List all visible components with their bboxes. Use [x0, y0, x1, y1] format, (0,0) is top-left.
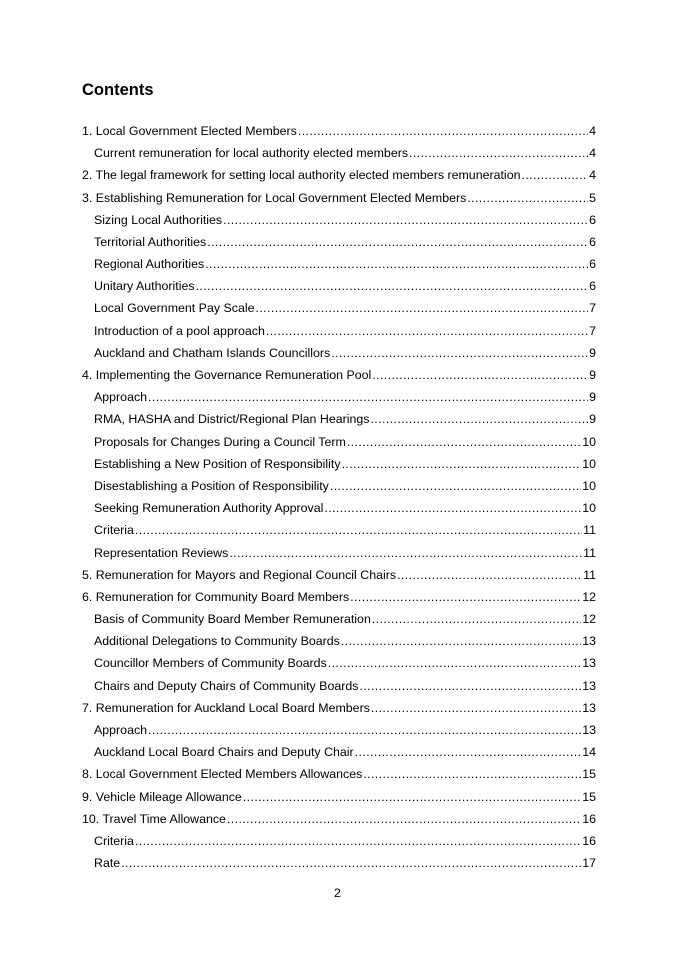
toc-entry-page: 12 [582, 612, 596, 627]
toc-dot-leader [359, 675, 581, 697]
toc-entry[interactable] [82, 364, 596, 386]
toc-dot-leader [372, 608, 581, 630]
toc-dot-leader [397, 564, 582, 586]
toc-dot-leader [266, 320, 588, 342]
toc-entry-title: 1. Local Government Elected Members [82, 123, 297, 138]
page-number: 2 [334, 886, 341, 900]
toc-entry[interactable] [82, 719, 596, 741]
toc-dot-leader [350, 586, 581, 608]
toc-entry-title: Basis of Community Board Member Remuneration [94, 612, 371, 627]
toc-entry-title: 3. Establishing Remuneration for Local Government Elected Members [82, 190, 467, 205]
toc-dot-leader [148, 719, 581, 741]
table-of-contents [82, 120, 596, 874]
toc-entry-page: 11 [583, 523, 596, 538]
toc-dot-leader [331, 342, 588, 364]
toc-entry-page: 6 [589, 234, 596, 249]
toc-entry[interactable] [82, 741, 596, 763]
toc-entry-page: 6 [589, 279, 596, 294]
toc-dot-leader [121, 852, 581, 874]
toc-entry-title: Councillor Members of Community Boards [94, 656, 327, 671]
toc-entry-title: 6. Remuneration for Community Board Members [82, 589, 350, 604]
toc-entry-title: Disestablishing a Position of Responsibility [94, 478, 329, 493]
toc-entry-page: 7 [589, 301, 596, 316]
toc-entry-page: 15 [582, 789, 596, 804]
toc-dot-leader [521, 164, 588, 186]
toc-entry[interactable] [82, 653, 596, 675]
toc-entry-page: 13 [582, 634, 596, 649]
toc-entry[interactable] [82, 231, 596, 253]
toc-entry-page: 9 [589, 345, 596, 360]
toc-dot-leader [371, 697, 581, 719]
toc-entry[interactable] [82, 763, 596, 785]
toc-entry-title: Unitary Authorities [94, 279, 195, 294]
toc-dot-leader [347, 431, 581, 453]
toc-dot-leader [207, 231, 588, 253]
toc-entry-page: 6 [589, 257, 596, 272]
toc-dot-leader [370, 408, 588, 430]
toc-entry-title: 5. Remuneration for Mayors and Regional Council Chairs [82, 567, 397, 582]
toc-entry-page: 10 [582, 501, 596, 516]
toc-entry-page: 4 [589, 123, 596, 138]
toc-entry[interactable] [82, 497, 596, 519]
toc-entry[interactable] [82, 275, 596, 297]
toc-dot-leader [135, 519, 582, 541]
toc-entry-page: 13 [582, 678, 596, 693]
toc-dot-leader [324, 497, 581, 519]
toc-entry[interactable] [82, 431, 596, 453]
toc-entry-title: Territorial Authorities [94, 234, 207, 249]
toc-entry-page: 11 [583, 545, 596, 560]
toc-entry-page: 5 [589, 190, 596, 205]
toc-entry[interactable] [82, 120, 596, 142]
toc-dot-leader [227, 808, 581, 830]
toc-entry-title: Auckland Local Board Chairs and Deputy Chair [94, 745, 354, 760]
toc-entry-page: 16 [582, 811, 596, 826]
toc-entry-page: 14 [582, 745, 596, 760]
toc-dot-leader [409, 142, 588, 164]
toc-dot-leader [205, 253, 588, 275]
toc-dot-leader [229, 542, 582, 564]
toc-entry[interactable] [82, 187, 596, 209]
toc-entry[interactable] [82, 830, 596, 852]
toc-dot-leader [341, 630, 581, 652]
toc-entry-page: 9 [589, 390, 596, 405]
toc-entry-title: Local Government Pay Scale [94, 301, 255, 316]
toc-entry-title: Criteria [94, 523, 134, 538]
toc-entry-title: Seeking Remuneration Authority Approval [94, 501, 324, 516]
toc-entry-title: Approach [94, 390, 148, 405]
toc-dot-leader [363, 763, 581, 785]
toc-dot-leader [135, 830, 581, 852]
toc-dot-leader [148, 386, 588, 408]
toc-entry[interactable] [82, 608, 596, 630]
toc-dot-leader [223, 209, 588, 231]
toc-entry[interactable] [82, 630, 596, 652]
toc-entry-title: 8. Local Government Elected Members Allowances [82, 767, 363, 782]
toc-entry-title: Criteria [94, 833, 134, 848]
toc-entry[interactable] [82, 808, 596, 830]
toc-entry-page: 10 [582, 478, 596, 493]
toc-entry[interactable] [82, 298, 596, 320]
toc-dot-leader [243, 786, 581, 808]
toc-entry[interactable] [82, 386, 596, 408]
toc-entry-page: 4 [589, 146, 596, 161]
toc-entry[interactable] [82, 253, 596, 275]
toc-entry[interactable] [82, 786, 596, 808]
toc-entry-page: 12 [582, 589, 596, 604]
toc-entry-page: 13 [582, 700, 596, 715]
toc-entry-title: 7. Remuneration for Auckland Local Board Members [82, 700, 370, 715]
toc-entry-title: 10. Travel Time Allowance [82, 811, 226, 826]
toc-entry[interactable] [82, 209, 596, 231]
toc-entry-title: Rate [94, 856, 121, 871]
toc-dot-leader [255, 297, 588, 319]
toc-dot-leader [342, 453, 582, 475]
toc-entry-page: 13 [582, 723, 596, 738]
toc-entry-page: 16 [582, 833, 596, 848]
toc-entry-page: 17 [582, 856, 596, 871]
toc-dot-leader [298, 120, 588, 142]
toc-entry[interactable] [82, 475, 596, 497]
toc-entry-title: Auckland and Chatham Islands Councillors [94, 345, 331, 360]
toc-entry-title: Chairs and Deputy Chairs of Community Boards [94, 678, 359, 693]
toc-entry-page: 6 [589, 212, 596, 227]
toc-entry-title: 4. Implementing the Governance Remuneration Pool [82, 368, 372, 383]
toc-entry-title: Proposals for Changes During a Council Term [94, 434, 346, 449]
toc-entry[interactable] [82, 164, 596, 186]
toc-entry[interactable] [82, 852, 596, 874]
toc-entry-page: 15 [582, 767, 596, 782]
toc-entry-page: 4 [589, 168, 596, 183]
toc-entry[interactable] [82, 519, 596, 541]
toc-entry-title: Establishing a New Position of Responsibility [94, 456, 341, 471]
toc-entry[interactable] [82, 453, 596, 475]
toc-entry-page: 10 [582, 456, 596, 471]
toc-entry[interactable] [82, 564, 596, 586]
toc-entry[interactable] [82, 342, 596, 364]
toc-entry-page: 11 [583, 567, 596, 582]
toc-entry[interactable] [82, 697, 596, 719]
toc-entry-page: 7 [589, 323, 596, 338]
toc-entry-title: Current remuneration for local authority elected members [94, 146, 409, 161]
toc-entry[interactable] [82, 142, 596, 164]
toc-entry[interactable] [82, 675, 596, 697]
toc-entry-title: Approach [94, 723, 148, 738]
toc-entry-title: RMA, HASHA and District/Regional Plan Hearings [94, 412, 370, 427]
toc-entry-title: 9. Vehicle Mileage Allowance [82, 789, 242, 804]
toc-dot-leader [328, 652, 581, 674]
toc-dot-leader [196, 275, 589, 297]
toc-entry-title: Representation Reviews [94, 545, 229, 560]
toc-entry-title: 2. The legal framework for setting local authority elected members remuneration [82, 168, 521, 183]
toc-dot-leader [355, 741, 582, 763]
toc-entry-title: Introduction of a pool approach [94, 323, 265, 338]
toc-dot-leader [330, 475, 581, 497]
toc-dot-leader [372, 364, 588, 386]
toc-dot-leader [467, 187, 588, 209]
toc-entry[interactable] [82, 542, 596, 564]
toc-entry-page: 9 [589, 368, 596, 383]
toc-entry-page: 13 [582, 656, 596, 671]
toc-entry[interactable] [82, 586, 596, 608]
page-title: Contents [82, 81, 154, 99]
toc-entry[interactable] [82, 320, 596, 342]
toc-entry-page: 9 [589, 412, 596, 427]
toc-entry-page: 10 [582, 434, 596, 449]
toc-entry-title: Additional Delegations to Community Boards [94, 634, 340, 649]
toc-entry-title: Sizing Local Authorities [94, 212, 223, 227]
toc-entry-title: Regional Authorities [94, 257, 205, 272]
toc-entry[interactable] [82, 408, 596, 430]
